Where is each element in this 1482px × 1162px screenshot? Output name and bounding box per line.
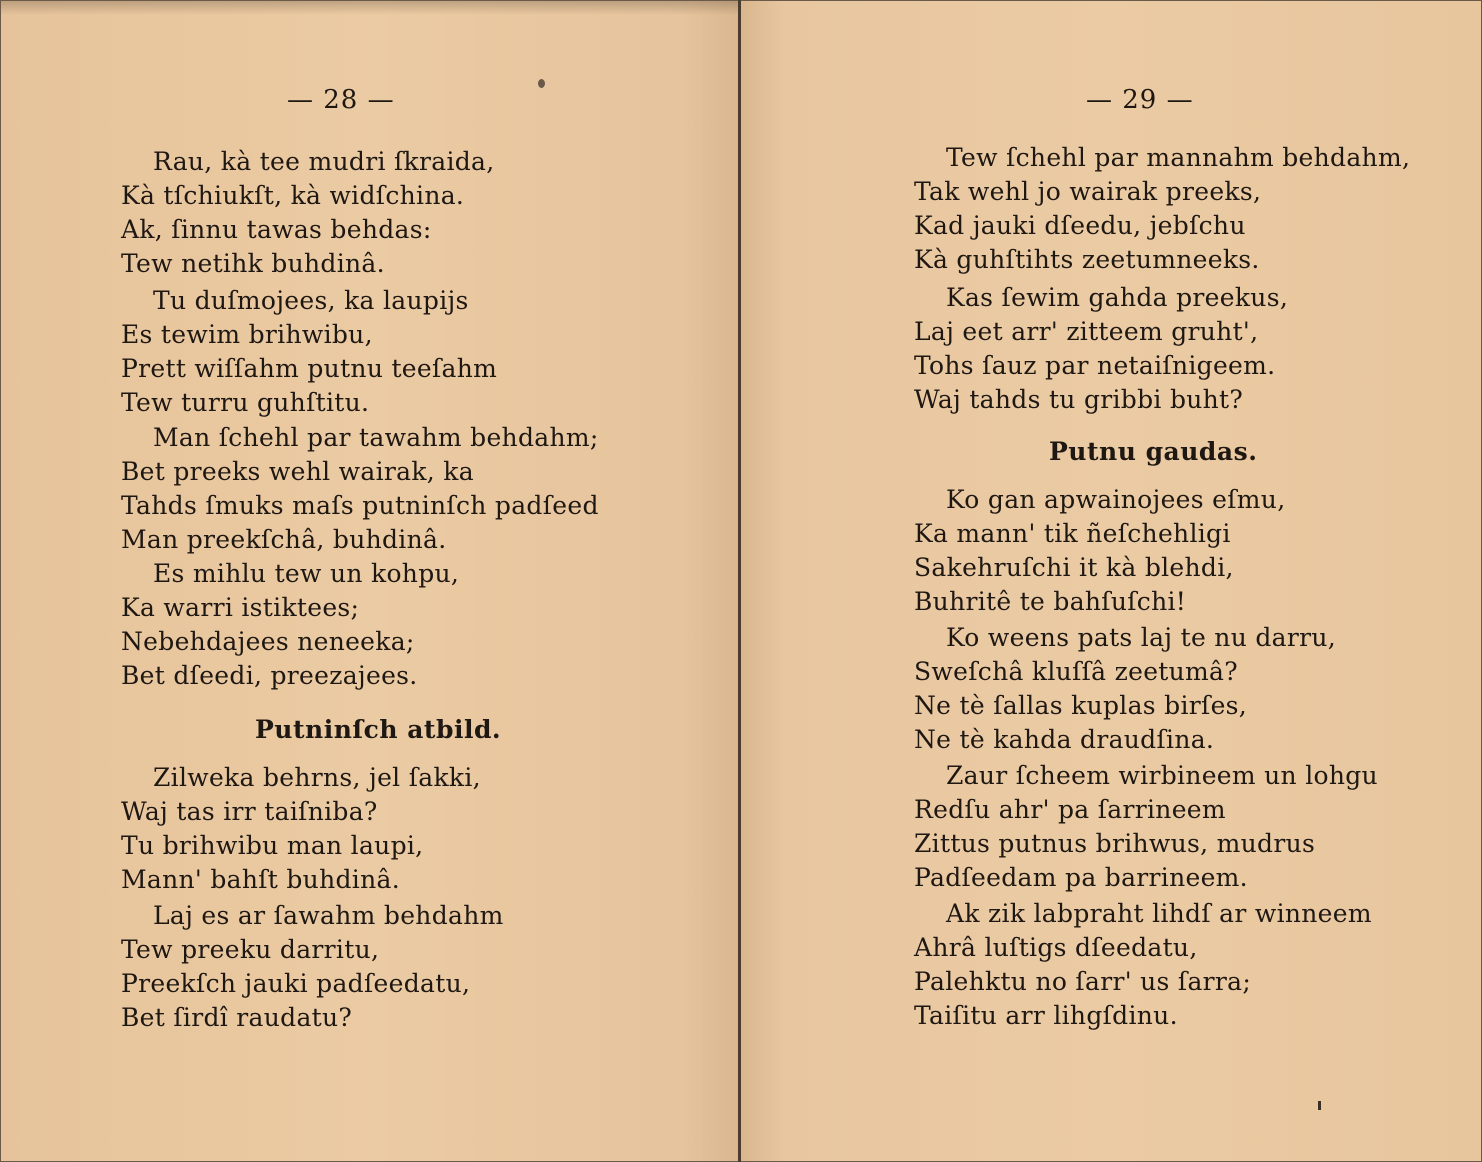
verse-line: Waj tas irr taiſniba?	[121, 797, 378, 826]
verse-line: Tew netihk buhdinâ.	[121, 249, 385, 278]
stanza	[914, 483, 1285, 619]
verse-line: Laj eet arr' zitteem gruht',	[914, 317, 1259, 346]
verse-line: Rau, kà tee mudri ſkraida,	[153, 147, 495, 176]
verse-line: Ak, ſinnu tawas behdas:	[121, 215, 432, 244]
stanza	[914, 281, 1288, 417]
ink-mark	[1318, 1101, 1321, 1110]
verse-line: Kad jauki dſeedu, jebſchu	[914, 211, 1246, 240]
stanza	[121, 284, 497, 420]
verse-line: Es mihlu tew un kohpu,	[153, 559, 460, 588]
verse-line: Man preekſchâ, buhdinâ.	[121, 525, 447, 554]
verse-line: Ka mann' tik ñeſchehligi	[914, 519, 1231, 548]
verse-line: Ne tè kahda draudſina.	[914, 725, 1215, 754]
verse-line: Ka warri istiktees;	[121, 593, 360, 622]
stanza	[121, 761, 481, 897]
verse-line: Waj tahds tu gribbi buht?	[914, 385, 1244, 414]
verse-line: Buhritê te bahſuſchi!	[914, 587, 1187, 616]
ink-spot	[538, 79, 545, 88]
verse-line: Preekſch jauki padſeedatu,	[121, 969, 471, 998]
verse-line: Ahrâ luſtigs dſeedatu,	[914, 933, 1198, 962]
verse-line: Ne tè ſallas kuplas birſes,	[914, 691, 1248, 720]
poem-title: Putnu gaudas.	[1049, 437, 1258, 466]
verse-line: Kas ſewim gahda preekus,	[946, 283, 1289, 312]
stanza	[914, 897, 1372, 1033]
page-shadow	[1, 1, 740, 15]
verse-line: Zaur ſcheem wirbineem un lohgu	[946, 761, 1378, 790]
verse-line: Tew preeku darritu,	[121, 935, 380, 964]
verse-line: Nebehdajees neneeka;	[121, 627, 415, 656]
verse-line: Taiſitu arr lihgſdinu.	[914, 1001, 1178, 1030]
verse-line: Man ſchehl par tawahm behdahm;	[153, 423, 599, 452]
stanza	[121, 899, 504, 1035]
verse-line: Ko weens pats laj te nu darru,	[946, 623, 1336, 652]
stanza	[121, 557, 459, 693]
verse-line: Tak wehl jo wairak preeks,	[914, 177, 1262, 206]
verse-line: Tu duſmojees, ka laupijs	[153, 286, 469, 315]
verse-line: Mann' bahſt buhdinâ.	[121, 865, 400, 894]
verse-line: Bet dſeedi, preezajees.	[121, 661, 418, 690]
verse-line: Padſeedam pa barrineem.	[914, 863, 1248, 892]
stanza	[914, 759, 1378, 895]
verse-line: Es tewim brihwibu,	[121, 320, 373, 349]
verse-line: Sakehruſchi it kà blehdi,	[914, 553, 1234, 582]
verse-line: Tu brihwibu man laupi,	[121, 831, 424, 860]
left-page	[0, 0, 740, 1162]
stanza	[121, 145, 495, 281]
verse-line: Bet preeks wehl wairak, ka	[121, 457, 474, 486]
verse-line: Zittus putnus brihwus, mudrus	[914, 829, 1316, 858]
verse-line: Redſu ahr' pa ſarrineem	[914, 795, 1226, 824]
poem-title: Putninſch atbild.	[255, 715, 502, 744]
verse-line: Kà guhſtihts zeetumneeks.	[914, 245, 1260, 274]
verse-line: Zilweka behrns, jel ſakki,	[153, 763, 481, 792]
verse-line: Prett wiſſahm putnu teeſahm	[121, 354, 498, 383]
stanza	[914, 141, 1410, 277]
verse-line: Ko gan apwainojees eſmu,	[946, 485, 1286, 514]
verse-line: Tahds ſmuks maſs putninſch padſeed	[121, 491, 599, 520]
verse-line: Ak zik labpraht lihdſ ar winneem	[946, 899, 1372, 928]
verse-line: Tew turru guhſtitu.	[121, 388, 370, 417]
verse-line: Sweſchâ kluſſâ zeetumâ?	[914, 657, 1238, 686]
verse-line: Tew ſchehl par mannahm behdahm,	[946, 143, 1411, 172]
page-number: — 29 —	[1086, 85, 1194, 115]
verse-line: Kà tſchiukſt, kà widſchina.	[121, 181, 465, 210]
stanza	[914, 621, 1336, 757]
verse-line: Laj es ar ſawahm behdahm	[153, 901, 504, 930]
right-page	[741, 0, 1482, 1162]
stanza	[121, 421, 599, 557]
verse-line: Bet ſirdî raudatu?	[121, 1003, 353, 1032]
page-number: — 28 —	[287, 85, 395, 115]
verse-line: Palehktu no ſarr' us ſarra;	[914, 967, 1252, 996]
verse-line: Tohs ſauz par netaiſnigeem.	[914, 351, 1276, 380]
